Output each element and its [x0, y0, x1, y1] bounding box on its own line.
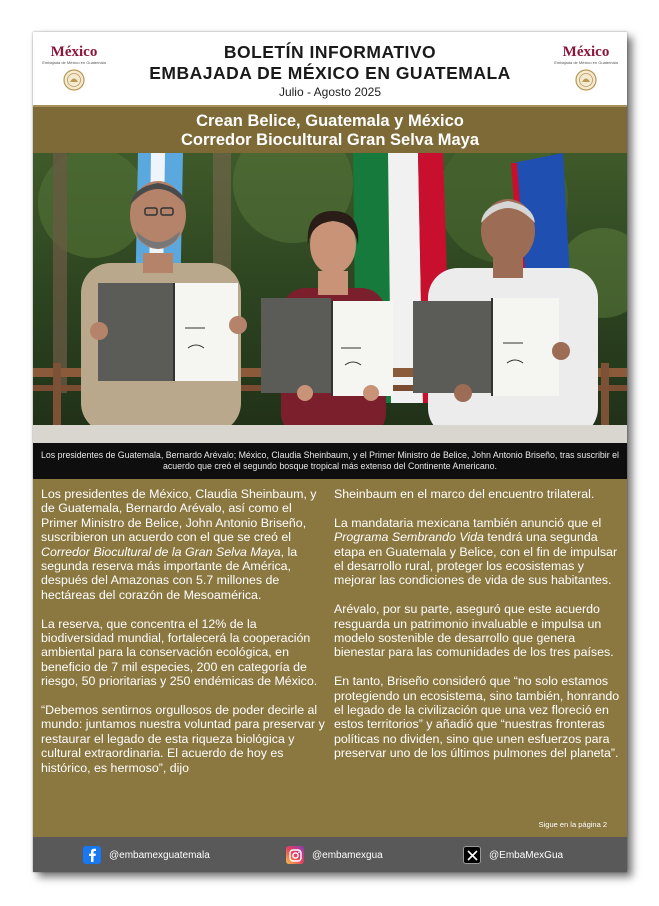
article-paragraph: “Debemos sentirnos orgullosos de poder decirle al mundo: juntamos nuestra voluntad para preservar y restaurar el legado de esta riqueza biológica y cultural extraordinaria. El acuerdo de hoy es histórico, es hermoso”, dijo — [41, 703, 325, 775]
issue-date: Julio - Agosto 2025 — [278, 85, 382, 99]
headline-line-2: Corredor Biocultural Gran Selva Maya — [180, 131, 479, 149]
article-paragraph: La reserva, que concentra el 12% de la biodiversidad mundial, fortalecerá la cooperación ambiental para la conservación ecológica, en beneficio de 7 mil especies, 200 en categoría de riesgo, 50 prioritarias y 250 endémicas de México. — [41, 616, 318, 689]
article-paragraph: Sheinbaum en el marco del encuentro trilateral. — [334, 487, 595, 501]
signing-photo — [33, 153, 627, 443]
facebook-link[interactable]: @embamexguatemala — [83, 845, 210, 865]
article-paragraph: Los presidentes de México, Claudia Sheinbaum, y de Guatemala, Bernardo Arévalo, así como el Primer Ministro de Belice, John Antonio Briseño, suscribieron un acuerdo con el que se creó el Corredor Biocultural de la Gran Selva Maya, la segunda reserva más importante de América, después del Amazonas con 5.7 millones de hectáreas del corazón de Mesoamérica. — [41, 487, 317, 602]
signed-folder-left — [98, 283, 238, 381]
coat-of-arms-icon — [63, 69, 85, 91]
facebook-icon — [83, 846, 101, 864]
signing-photo-illustration — [33, 153, 627, 443]
photo-caption: Los presidentes de Guatemala, Bernardo Arévalo; México, Claudia Sheinbaum, y el Primer Ministro de Belice, John Antonio Briseño, tras suscribir el acuerdo que creó el segundo bosque tropical más extenso del Continente Americano. — [33, 443, 627, 479]
embassy-name: EMBAJADA DE MÉXICO EN GUATEMALA — [149, 63, 511, 83]
article-column-left — [41, 487, 325, 789]
headline-band — [33, 107, 627, 153]
bulletin-header — [33, 32, 627, 105]
coat-of-arms-icon — [575, 69, 597, 91]
social-footer — [33, 837, 627, 872]
mexico-logo-left: México Embajada de México en Guatemala — [39, 44, 109, 96]
article-column-right — [334, 487, 621, 775]
signed-folder-right — [413, 298, 559, 396]
x-icon — [463, 846, 481, 864]
continue-note: Sigue en la página 2 — [538, 820, 607, 829]
signed-folder-center — [261, 298, 393, 396]
bulletin-title: BOLETÍN INFORMATIVO — [223, 42, 437, 62]
instagram-icon — [286, 846, 304, 864]
mexico-logo-right: México Embajada de México en Guatemala — [551, 44, 621, 96]
article-body — [33, 479, 627, 837]
article-paragraph: La mandataria mexicana también anunció que el Programa Sembrando Vida tendrá una segunda etapa en Guatemala y Belice, con el fin de impulsar el desarrollo rural, proteger los ecosistemas y mejorar las condiciones de vida de sus habitantes. — [334, 515, 618, 588]
article-paragraph: En tanto, Briseño consideró que “no solo estamos protegiendo un ecosistema, sino también, honrando el legado de la civilización que una vez floreció en estos territorios” y añadió que “nuestras fronteras políticas no dividen, sino que unen esfuerzos para preservar uno de los últimos pulmones del planeta”. — [334, 674, 620, 761]
instagram-link[interactable]: @embamexgua — [286, 845, 383, 865]
x-link[interactable]: @EmbaMexGua — [463, 845, 563, 865]
article-paragraph: Arévalo, por su parte, aseguró que este acuerdo resguarda un patrimonio invaluable e impulsa un modelo sostenible de desarrollo que genera bienestar para las comunidades de los tres países. — [334, 602, 614, 660]
headline-line-1: Crean Belice, Guatemala y México — [196, 112, 464, 130]
bulletin-page — [33, 32, 627, 872]
